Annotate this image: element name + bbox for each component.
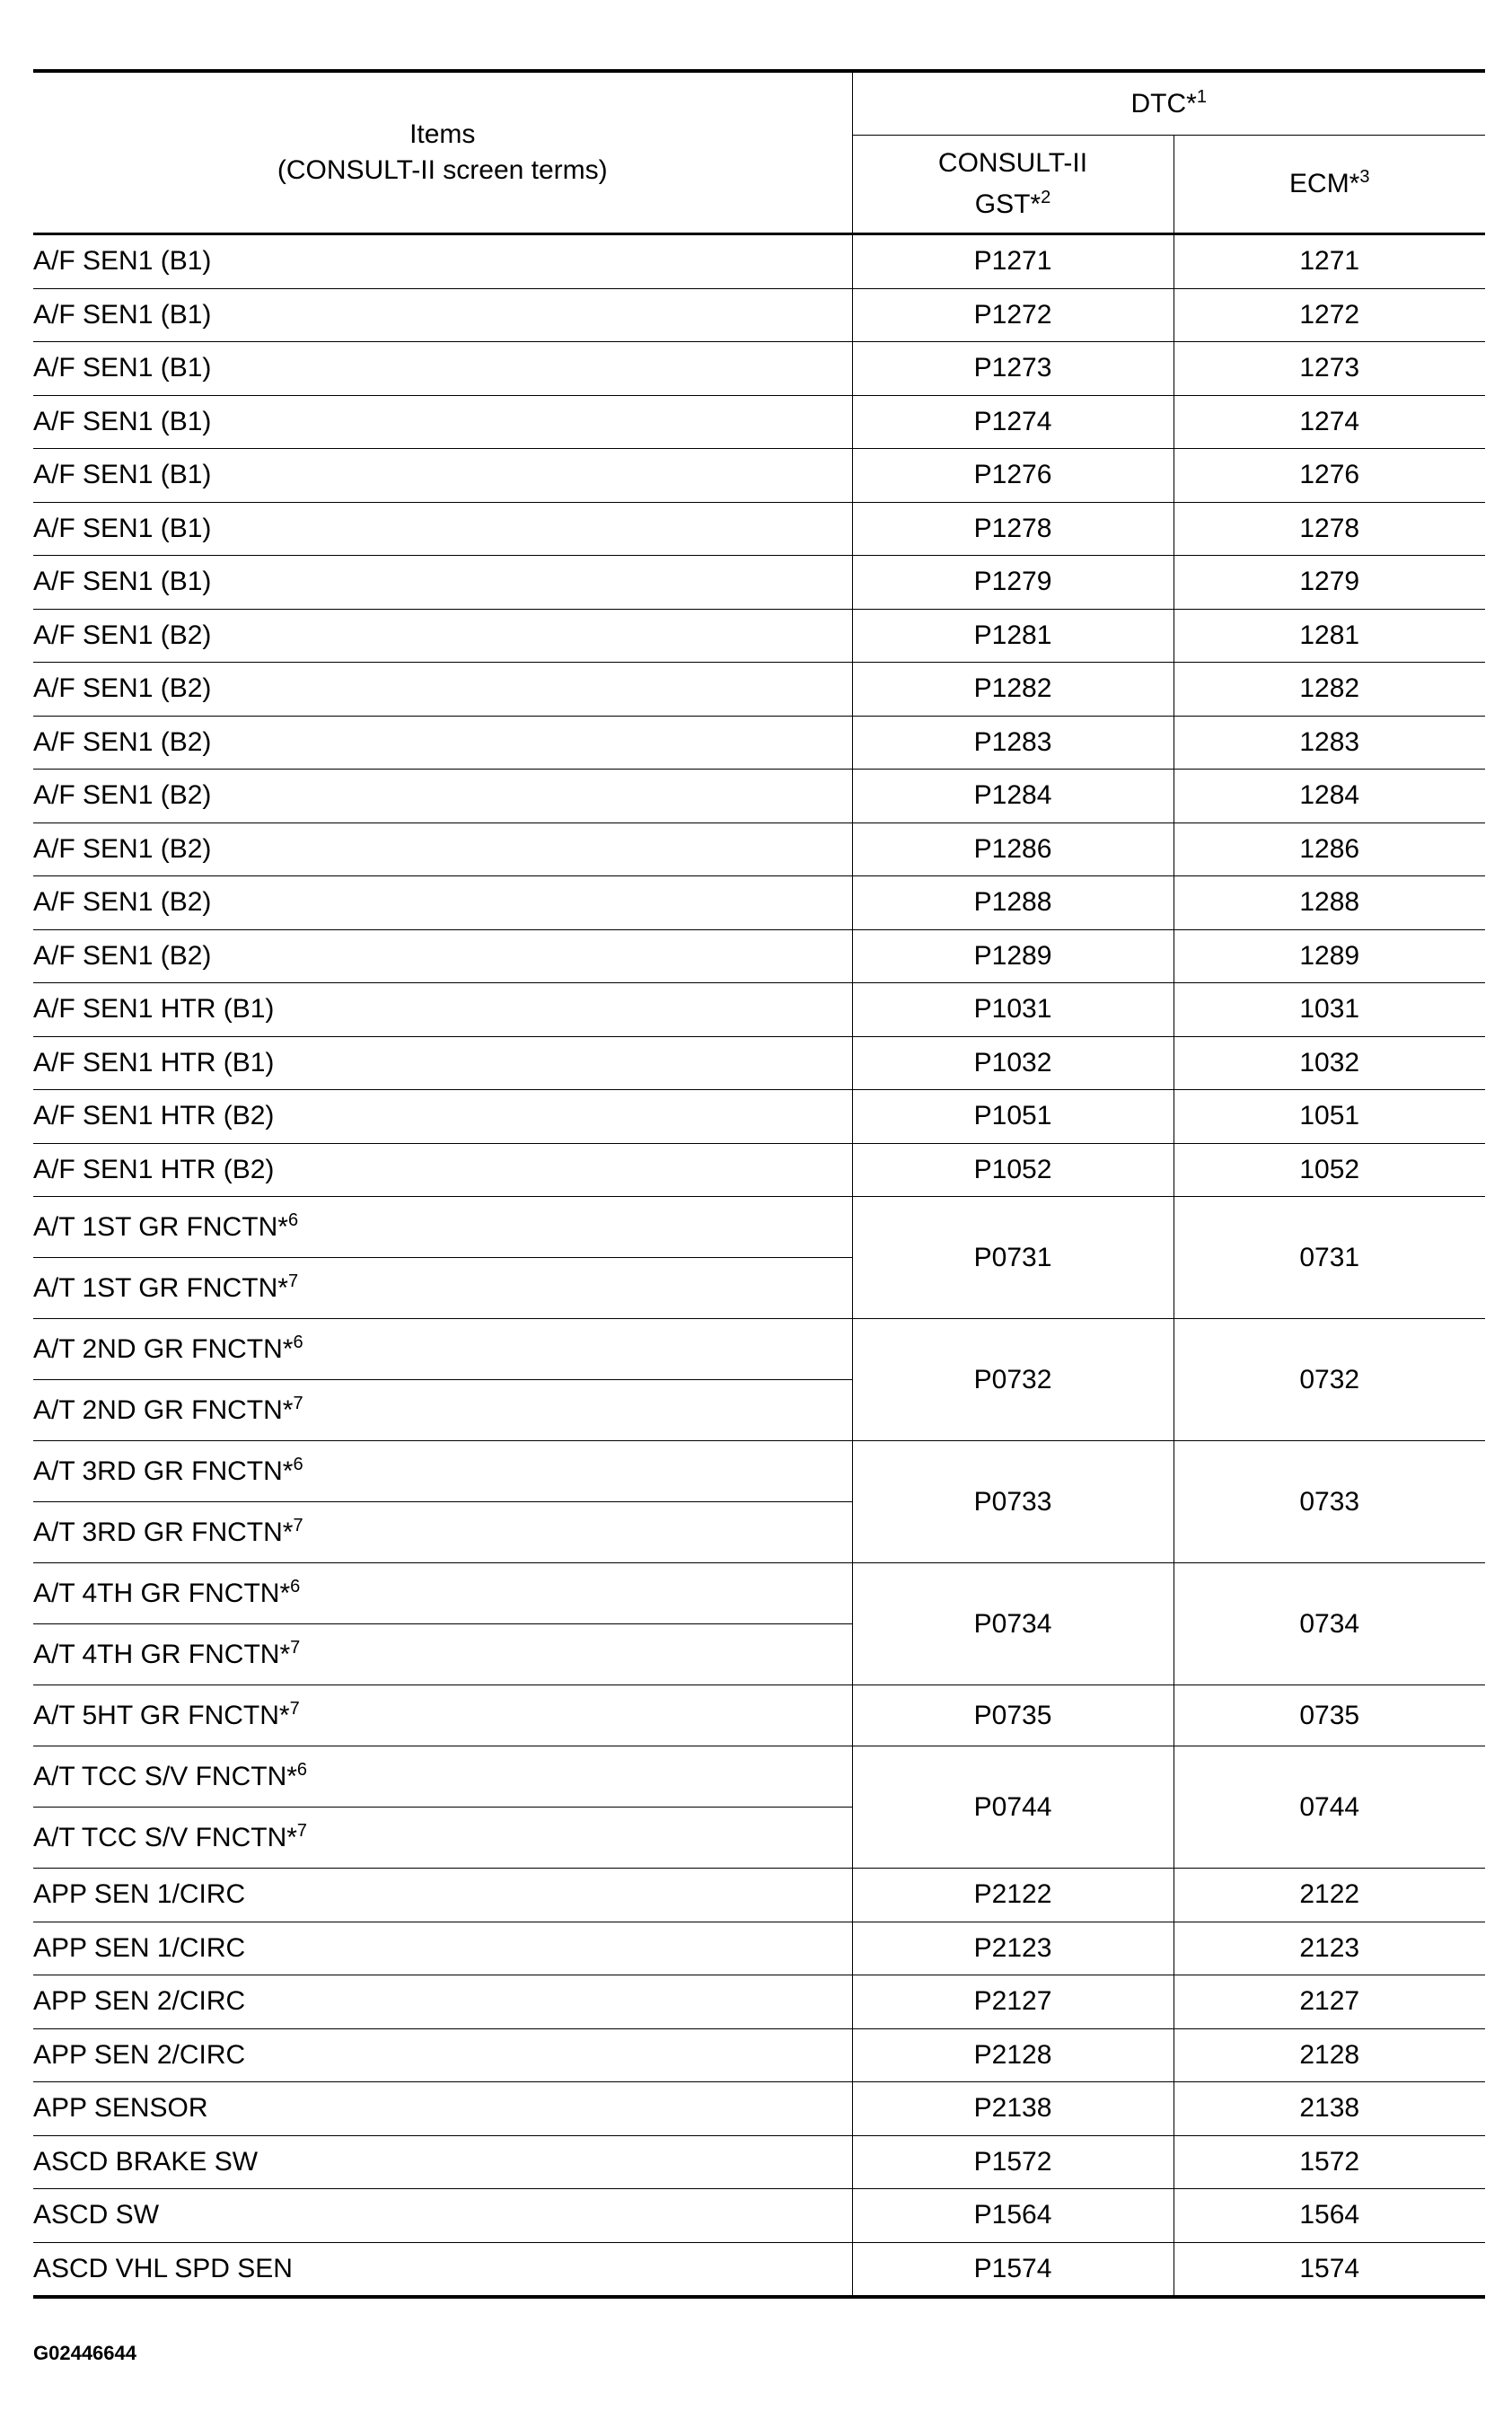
consult-code-cell: P1273 [852, 342, 1174, 396]
consult-code-cell: P2122 [852, 1869, 1174, 1922]
items-header-line2: (CONSULT-II screen terms) [277, 155, 608, 185]
item-cell [33, 1380, 852, 1441]
item-text: A/T 4TH GR FNCTN* [33, 1639, 291, 1669]
item-footnote: 7 [296, 1820, 308, 1841]
ecm-code-cell: 0744 [1174, 1746, 1485, 1869]
item-cell [33, 1319, 852, 1380]
item-cell: APP SEN 2/CIRC [33, 2028, 852, 2082]
ecm-code-cell: 0735 [1174, 1685, 1485, 1746]
ecm-code-cell: 2128 [1174, 2028, 1485, 2082]
ecm-code-cell: 0731 [1174, 1197, 1485, 1319]
consult-code-cell: P1574 [852, 2242, 1174, 2297]
ecm-code-cell: 1031 [1174, 983, 1485, 1037]
consult-code-cell: P1279 [852, 556, 1174, 610]
item-footnote: 6 [296, 1759, 308, 1780]
ecm-code-cell: 1273 [1174, 342, 1485, 396]
table-row [33, 234, 1485, 289]
item-text: A/T TCC S/V FNCTN* [33, 1761, 297, 1791]
item-footnote: 7 [290, 1637, 301, 1658]
table-row [33, 288, 1485, 342]
consult-code-cell: P0735 [852, 1685, 1174, 1746]
item-cell: A/F SEN1 (B1) [33, 288, 852, 342]
ecm-code-cell: 1288 [1174, 876, 1485, 930]
ecm-code-cell: 1574 [1174, 2242, 1485, 2297]
item-cell: ASCD BRAKE SW [33, 2135, 852, 2189]
consult-code-cell: P0731 [852, 1197, 1174, 1319]
consult-code-cell: P1283 [852, 716, 1174, 770]
table-row [33, 1975, 1485, 2029]
item-text: A/T 4TH GR FNCTN* [33, 1578, 291, 1608]
item-text: A/T 3RD GR FNCTN* [33, 1456, 294, 1486]
table-row [33, 929, 1485, 983]
item-cell: A/F SEN1 HTR (B1) [33, 1036, 852, 1090]
consult-code-cell: P1032 [852, 1036, 1174, 1090]
table-row [33, 449, 1485, 503]
item-footnote: 6 [293, 1454, 303, 1474]
table-row [33, 2028, 1485, 2082]
consult-code-cell: P1282 [852, 663, 1174, 717]
table-row [33, 2082, 1485, 2136]
table-row [33, 716, 1485, 770]
ecm-code-cell: 1052 [1174, 1143, 1485, 1197]
item-cell [33, 1746, 852, 1808]
consult-code-cell: P1272 [852, 288, 1174, 342]
consult-code-cell: P0744 [852, 1746, 1174, 1869]
table-row [33, 342, 1485, 396]
item-cell: APP SENSOR [33, 2082, 852, 2136]
table-row [33, 876, 1485, 930]
consult-code-cell: P2123 [852, 1922, 1174, 1975]
item-cell: A/F SEN1 (B2) [33, 929, 852, 983]
item-cell: A/F SEN1 (B1) [33, 342, 852, 396]
item-cell [33, 1563, 852, 1624]
item-text: A/T 1ST GR FNCTN* [33, 1272, 288, 1303]
table-row [33, 556, 1485, 610]
item-cell: A/F SEN1 HTR (B1) [33, 983, 852, 1037]
consult-code-cell: P1276 [852, 449, 1174, 503]
item-cell: APP SEN 2/CIRC [33, 1975, 852, 2029]
item-footnote: 6 [290, 1576, 301, 1597]
ecm-code-cell: 1281 [1174, 609, 1485, 663]
ecm-code-cell: 0732 [1174, 1319, 1485, 1441]
dtc-header-footnote: 1 [1196, 86, 1207, 107]
consult-code-cell: P1274 [852, 395, 1174, 449]
consult-code-cell: P2128 [852, 2028, 1174, 2082]
consult-code-cell: P0732 [852, 1319, 1174, 1441]
items-header-line1: Items [409, 119, 476, 149]
item-footnote: 7 [289, 1698, 300, 1719]
ecm-code-cell: 1272 [1174, 288, 1485, 342]
table-row [33, 663, 1485, 717]
item-cell [33, 1685, 852, 1746]
ecm-header [1174, 136, 1485, 234]
consult-code-cell: P1281 [852, 609, 1174, 663]
ecm-code-cell: 1284 [1174, 770, 1485, 823]
ecm-code-cell: 1276 [1174, 449, 1485, 503]
consult-code-cell: P1286 [852, 822, 1174, 876]
table-row [33, 1197, 1485, 1258]
item-cell: A/F SEN1 (B2) [33, 716, 852, 770]
item-cell: A/F SEN1 (B1) [33, 556, 852, 610]
ecm-code-cell: 1032 [1174, 1036, 1485, 1090]
table-row [33, 822, 1485, 876]
dtc-table-body [33, 234, 1485, 2298]
table-row [33, 770, 1485, 823]
table-row [33, 2135, 1485, 2189]
item-footnote: 6 [287, 1210, 299, 1230]
item-cell: A/F SEN1 (B1) [33, 395, 852, 449]
item-text: A/T 1ST GR FNCTN* [33, 1211, 288, 1242]
item-cell: ASCD SW [33, 2189, 852, 2243]
item-cell: A/F SEN1 HTR (B2) [33, 1143, 852, 1197]
table-row [33, 609, 1485, 663]
table-row [33, 1143, 1485, 1197]
item-text: A/T 5HT GR FNCTN* [33, 1700, 290, 1730]
dtc-header [852, 71, 1485, 136]
consult-code-cell: P1288 [852, 876, 1174, 930]
dtc-header-text: DTC* [1130, 88, 1197, 119]
table-row [33, 1319, 1485, 1380]
consult-header-line1: CONSULT-II [937, 148, 1088, 178]
item-cell: A/F SEN1 (B1) [33, 502, 852, 556]
item-cell: A/F SEN1 (B2) [33, 876, 852, 930]
item-footnote: 7 [287, 1271, 299, 1291]
item-cell [33, 1258, 852, 1319]
consult-code-cell: P1271 [852, 234, 1174, 289]
consult-code-cell: P1052 [852, 1143, 1174, 1197]
item-cell: A/F SEN1 (B2) [33, 609, 852, 663]
consult-code-cell: P1284 [852, 770, 1174, 823]
consult-header-footnote: 2 [1041, 188, 1051, 207]
consult-code-cell: P2138 [852, 2082, 1174, 2136]
ecm-code-cell: 1289 [1174, 929, 1485, 983]
consult-code-cell: P1564 [852, 2189, 1174, 2243]
dtc-table [33, 69, 1485, 2299]
item-cell [33, 1624, 852, 1685]
item-footnote: 7 [293, 1393, 303, 1413]
ecm-code-cell: 1564 [1174, 2189, 1485, 2243]
table-row [33, 1036, 1485, 1090]
ecm-code-cell: 1572 [1174, 2135, 1485, 2189]
consult-code-cell: P1031 [852, 983, 1174, 1037]
table-row [33, 1090, 1485, 1144]
item-text: A/T TCC S/V FNCTN* [33, 1822, 297, 1852]
table-row [33, 1746, 1485, 1808]
item-cell: A/F SEN1 (B2) [33, 822, 852, 876]
item-cell: ASCD VHL SPD SEN [33, 2242, 852, 2297]
ecm-code-cell: 1279 [1174, 556, 1485, 610]
ecm-header-footnote: 3 [1359, 167, 1370, 187]
ecm-code-cell: 1274 [1174, 395, 1485, 449]
ecm-code-cell: 0734 [1174, 1563, 1485, 1685]
ecm-header-text: ECM* [1289, 169, 1360, 198]
ecm-code-cell: 1271 [1174, 234, 1485, 289]
ecm-code-cell: 1282 [1174, 663, 1485, 717]
item-text: A/T 2ND GR FNCTN* [33, 1394, 294, 1425]
item-cell: A/F SEN1 (B1) [33, 234, 852, 289]
items-header [33, 71, 852, 234]
table-row [33, 2189, 1485, 2243]
ecm-code-cell: 1278 [1174, 502, 1485, 556]
item-footnote: 7 [293, 1515, 303, 1535]
ecm-code-cell: 2123 [1174, 1922, 1485, 1975]
item-cell [33, 1502, 852, 1563]
consult-header-line2: GST* [974, 189, 1042, 219]
consult-code-cell: P1572 [852, 2135, 1174, 2189]
consult-code-cell: P0734 [852, 1563, 1174, 1685]
table-row [33, 983, 1485, 1037]
item-cell [33, 1197, 852, 1258]
ecm-code-cell: 0733 [1174, 1441, 1485, 1563]
consult-code-cell: P1278 [852, 502, 1174, 556]
item-cell: A/F SEN1 (B2) [33, 770, 852, 823]
item-text: A/T 3RD GR FNCTN* [33, 1517, 294, 1547]
consult-code-cell: P1289 [852, 929, 1174, 983]
table-row [33, 1441, 1485, 1502]
consult-code-cell: P0733 [852, 1441, 1174, 1563]
item-cell: A/F SEN1 (B2) [33, 663, 852, 717]
item-text: A/T 2ND GR FNCTN* [33, 1333, 294, 1364]
ecm-code-cell: 1283 [1174, 716, 1485, 770]
item-cell: A/F SEN1 HTR (B2) [33, 1090, 852, 1144]
item-cell: APP SEN 1/CIRC [33, 1922, 852, 1975]
figure-code: G02446644 [33, 2342, 136, 2364]
header-row-1 [33, 71, 1485, 136]
table-row [33, 1869, 1485, 1922]
ecm-code-cell: 1286 [1174, 822, 1485, 876]
table-row [33, 502, 1485, 556]
item-cell [33, 1808, 852, 1869]
ecm-code-cell: 1051 [1174, 1090, 1485, 1144]
item-cell: APP SEN 1/CIRC [33, 1869, 852, 1922]
consult-header [852, 136, 1174, 234]
item-cell: A/F SEN1 (B1) [33, 449, 852, 503]
table-row [33, 395, 1485, 449]
table-row [33, 2242, 1485, 2297]
table-row [33, 1563, 1485, 1624]
table-row [33, 1922, 1485, 1975]
consult-code-cell: P1051 [852, 1090, 1174, 1144]
ecm-code-cell: 2122 [1174, 1869, 1485, 1922]
table-row [33, 1685, 1485, 1746]
ecm-code-cell: 2127 [1174, 1975, 1485, 2029]
ecm-code-cell: 2138 [1174, 2082, 1485, 2136]
item-footnote: 6 [293, 1332, 303, 1352]
item-cell [33, 1441, 852, 1502]
consult-code-cell: P2127 [852, 1975, 1174, 2029]
